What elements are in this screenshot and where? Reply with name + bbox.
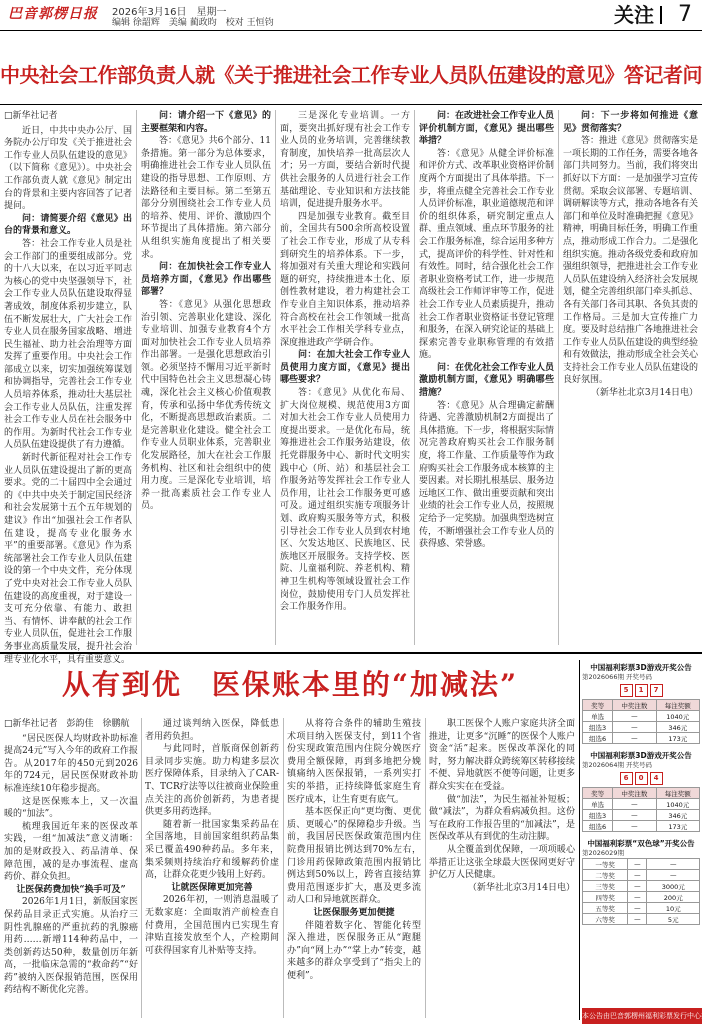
article2-column-1: [4, 718, 138, 1020]
table-row: [583, 903, 700, 914]
article-source: （新华社北京3月14日电）: [467, 882, 575, 893]
article-paragraph: 基本医保正向“更均衡、更优质、更暖心”的保障稳步升级。当前，我国居民医保政策范围内住院费用报销比例达到70%左右，门诊用药保障政策范围内报销比例达到50%以上，跨省直接结算费用范围逐步扩大，惠及更多流动人口和异地就医群众。: [287, 807, 421, 906]
number-ball: 4: [650, 772, 663, 785]
table-cell: —: [628, 870, 647, 881]
table-cell: 组选6: [583, 821, 613, 832]
number-ball: 1: [635, 684, 648, 697]
column-divider: [414, 110, 415, 645]
article-paragraph: 答：《意见》从合理确定薪酬待遇、完善激励机制2方面提出了具体措施。下一步，将根据实际情况完善政府购买社会工作服务制度，将工作量、工作质量等作为政府购买社会工作服务成本核算的主要因素。对长期扎根基层、服务边远地区工作、做出重要贡献和突出业绩的社会工作专业人员，按照规定给予一定奖励。加强典型选树宣传，不断增强社会工作专业人员的获得感、荣誉感。: [419, 400, 555, 550]
number-ball: 7: [650, 684, 663, 697]
article-paragraph: 四是加强专业教育。截至目前，全国共有500余所高校设置了社会工作专业，形成了从专科到研究生的培养体系。下一步，将加强对有关重大理论和实践问题的研究，持续推进本土化、原创性教材建设，着力构建社会工作专业自主知识体系，推动培养符合高校在社会工作领域一批高水平社会工作相关学科专业点，深度推进政产学研合作。: [280, 211, 410, 348]
lottery-table: [582, 699, 700, 744]
section-title: 关注: [614, 3, 654, 27]
article-paragraph: 答：《意见》共6个部分、11条措施。第一部分为总体要求，明确推进社会工作专业人员队伍建设的指导思想、工作原则、方法路径和主要目标。第二至第五部分分别围绕社会工作专业人员的培养、使用、评价、激励四个环节提出了具体措施。第六部分从组织实施角度提出了相关要求。: [141, 136, 271, 260]
table-cell: 10元: [647, 903, 700, 914]
article-paragraph: 三是深化专业培训。一方面，要突出抓好现有社会工作专业人员的业务培训，完善继续教育制度，加快培养一批高层次人才；另一方面，要结合新时代提供社会服务的人员进行社会工作基础理论、专业知识和方法技能培训，促进提升服务水平。: [280, 111, 410, 210]
table-cell: 四等奖: [583, 892, 628, 903]
question: 问：在改进社会工作专业人员评价机制方面，《意见》提出哪些举措？: [419, 111, 555, 147]
table-cell: 组选3: [583, 810, 613, 821]
table-row: [583, 733, 700, 744]
table-cell: 173元: [656, 821, 699, 832]
table-cell: —: [628, 903, 647, 914]
masthead-logo: 巴音郭楞日报: [8, 6, 98, 22]
article-paragraph: 从全覆盖到优保障，一项项暖心举措正让这张全球最大医保网更好守护亿万人民健康。: [429, 844, 575, 881]
article-paragraph: “居民医保人均财政补助标准提高24元”写入今年的政府工作报告。从2017年的450元到2026年的724元，居民医保财政补助标准连续10年稳步提高。: [4, 733, 138, 794]
table-row: [583, 799, 700, 810]
table-row: [583, 722, 700, 733]
question: 问：在优化社会工作专业人员激励机制方面，《意见》明确哪些措施？: [419, 362, 555, 399]
question: 问：在加大社会工作专业人员使用力度方面，《意见》提出哪些要求？: [280, 350, 410, 386]
section-divider: [660, 6, 662, 24]
issue-date: 2026年3月16日 星期一: [112, 7, 227, 18]
article-paragraph: 伴随着数字化、智能化转型深入推进，医保服务正从“跑腿办”向“网上办”“掌上办”转变，越来越多的群众享受到了“指尖上的便利”。: [287, 920, 421, 981]
lottery-subtitle: 第2026064期 开奖号码: [582, 761, 653, 769]
column-divider: [283, 718, 284, 1018]
table-cell: 二等奖: [583, 870, 628, 881]
lottery-title: 中国福利彩票3D游戏开奖公告: [590, 663, 692, 672]
table-cell: 5元: [647, 914, 700, 925]
table-cell: —: [613, 821, 656, 832]
column-divider: [141, 718, 142, 1018]
table-header: 中奖注数: [613, 788, 656, 799]
table-cell: —: [628, 892, 647, 903]
table-cell: 组选3: [583, 722, 613, 733]
headline-article-2[interactable]: 从有到优 医保账本里的“加减法”: [61, 668, 519, 701]
table-row: [583, 892, 700, 903]
table-cell: 3000元: [647, 881, 700, 892]
table-cell: 1040元: [656, 711, 699, 722]
table-cell: 346元: [656, 810, 699, 821]
number-ball: 6: [620, 772, 633, 785]
question: 问：请简要介绍《意见》出台的背景和意义。: [4, 213, 132, 237]
article-paragraph: 答：社会工作专业人员是社会工作部门的重要组成部分。党的十八大以来，在以习近平同志为核心的党中央坚强领导下，社会工作专业人员队伍建设取得显著成效，制度体系初步建立，队伍不断发展壮大，广大社会工作专业人员在服务国家战略、增进民生福祉、助力社会治理等方面发挥了重要作用。中央社会工作部成立以来，切实加强统筹谋划和协调指导，完善社会工作专业人员培养体系，推动壮大基层社会工作专业人员队伍，注重发挥社会工作专业人员在社会服务中的作用。为新时代社会工作专业人员队伍建设提供了有力遵循。: [4, 238, 132, 451]
lottery-sidebar: [582, 662, 700, 925]
table-cell: 五等奖: [583, 903, 628, 914]
headline-rule: [0, 104, 702, 105]
article1-column-1: [4, 110, 132, 665]
page-number: 7: [678, 2, 692, 27]
header-rule: [0, 30, 702, 31]
number-ball: 0: [635, 772, 648, 785]
table-cell: 一等奖: [583, 859, 628, 870]
article-paragraph: 梳理我国近年来的医保改革实践，一组“加减法”意义清晰：加的是财政投入、药品清单、保障范围，减的是办事流程、虚高药价、群众负担。: [4, 821, 138, 883]
article2-column-3: [287, 718, 421, 1020]
column-divider: [425, 718, 426, 1018]
table-cell: 200元: [647, 892, 700, 903]
article1-column-2: [141, 110, 271, 645]
article-paragraph: 这是医保账本上，又一次温暖的“加法”。: [4, 796, 138, 820]
table-header: 奖等: [583, 788, 613, 799]
article2-column-4: [429, 718, 575, 1020]
article-paragraph: 2026年初，一则消息温暖了无数家庭：全面取消产前检查自付费用，全国范围内已实现生育津贴直接发放至个人，产检期间可获得国家育儿补贴等支持。: [145, 895, 279, 956]
article-paragraph: 2026年1月1日，新版国家医保药品目录正式实施。从治疗三阴性乳腺癌的严重抗药的乳腺癌用药……新增114种药品中，一类创新药达50种，数量创历年新高，一批临床急需的“救命药”“好药”被纳入医保报销范围，医保用药结构不断优化完善。: [4, 897, 138, 996]
table-header: 每注奖额: [656, 788, 699, 799]
table-cell: —: [647, 859, 700, 870]
article-paragraph: 答：《意见》从健全评价标准和评价方式、改革职业资格评价制度两个方面提出了具体举措。下一步，将重点健全完善社会工作专业人员评价标准，职业道德规范和评价的组织体系，研究制定重点人群、重点领域、重点环节服务的社会工作服务标准，综合运用多种方式，提高评价的科学性、针对性和有效性。同时，结合强化社会工作者职业资格考试工作，进一步规范高级社会工作师评审等工作，促进社会工作专业人员素质提升，推动社会工作者职业资格证书登记管理和服务，在深入研究论证的基础上探索完善专业职称管理的有效措施。: [419, 148, 555, 361]
subheading: 让医保药费加快“换手可及”: [16, 884, 126, 895]
lottery-title: 中国福利彩票“双色球”开奖公告: [587, 839, 695, 848]
table-cell: —: [613, 711, 656, 722]
lottery-numbers: [582, 684, 700, 697]
table-cell: 单选: [583, 711, 613, 722]
editor-credits: 编辑 徐韶辉 美编 蔺政昀 校对 王恒钧: [112, 18, 274, 28]
table-row: [583, 881, 700, 892]
table-cell: —: [613, 722, 656, 733]
table-header: 每注奖额: [656, 700, 699, 711]
article-paragraph: 与此同时，首版商保创新药目录同步实施。助力构建多层次医疗保障体系，目录纳入了CAR-T、TCR疗法等以往被商业保险重点关注的高价创新药，为患者提供更多用药选择。: [145, 744, 279, 818]
table-cell: —: [613, 733, 656, 744]
table-cell: 六等奖: [583, 914, 628, 925]
sidebar-divider: [579, 660, 580, 1020]
article-paragraph: 从将符合条件的辅助生殖技术项目纳入医保支付，到11个省份实现政策范围内住院分娩医疗费用全额保障，再到多地把分娩镇痛纳入医保报销，一系列实打实的举措，正持续降低家庭生育医疗成本，让生育更有底气。: [287, 719, 421, 805]
article-paragraph: 答：推进《意见》贯彻落实是一项长期的工作任务，需要各地各部门共同努力。当前，我们将突出抓好以下方面：一是加强学习宣传贯彻。采取会议部署、专题培训、调研解读等方式，推动各地各有关部门和单位及时准确把握《意见》精神，明确目标任务，明确工作重点，推动形成工作合力。二是强化组织实施。推动各级党委和政府加强组织领导，把推进社会工作专业人员队伍建设纳入经济社会发展规划，健全完善组织部门牵头抓总、各有关部门各司其职、各负其责的工作格局。三是加大宣传推广力度。要及时总结推广各地推进社会工作专业人员队伍建设的典型经验和有效做法，推动形成全社会关心支持社会工作专业人员队伍建设的良好氛围。: [563, 136, 699, 386]
article-paragraph: 答：《意见》从优化布局、扩大岗位规模、规范使用3方面对加大社会工作专业人员使用力度提出要求。一是优化布局，统筹推进社会工作服务站建设，依托党群服务中心、新时代文明实践中心（所、站）和基层社会工作服务站等发挥社会工作专业人员作用，让社会工作服务更可感可及。通过组织实施专项服务计划、政府购买服务等方式，积极引导社会工作专业人员到农村地区、欠发达地区、民族地区、民族地区开展服务。支持学校、医院、儿童福利院、养老机构、精神卫生机构等领域设置社会工作岗位，鼓励使用专门人员发挥社会工作服务作用。: [280, 388, 410, 613]
article1-column-4: [419, 110, 554, 645]
article-paragraph: 答：《意见》从强化思想政治引领、完善职业化建设、深化专业培训、加强专业教育4个方面对加快社会工作专业人员培养作出部署。一是强化思想政治引领。必须坚持不懈用习近平新时代中国特色社会主义思想凝心铸魂，深化社会主义核心价值观教育，传承和弘扬中华优秀传统文化，不断提高思想政治素质。二是完善职业化建设。健全社会工作专业人员职业体系，完善职业化发展路径，加大在社会工作服务机构、社区和社会组织中的使用力度。三是深化专业培训，培养一批高素质社会工作专业人员。: [141, 299, 271, 512]
lottery-table: [582, 787, 700, 832]
table-cell: —: [613, 810, 656, 821]
table-row: [583, 810, 700, 821]
column-divider: [275, 110, 276, 645]
table-cell: 三等奖: [583, 881, 628, 892]
table-cell: 组选6: [583, 733, 613, 744]
lottery-numbers: [582, 772, 700, 785]
table-cell: 173元: [656, 733, 699, 744]
table-cell: 346元: [656, 722, 699, 733]
table-cell: 1040元: [656, 799, 699, 810]
column-divider: [136, 110, 137, 645]
table-row: [583, 821, 700, 832]
article2-column-2: [145, 718, 279, 1020]
table-cell: —: [647, 870, 700, 881]
table-row: [583, 859, 700, 870]
article-paragraph: 近日，中共中央办公厅、国务院办公厅印发《关于推进社会工作专业人员队伍建设的意见》（以下简称《意见》）。中央社会工作部负责人就《意见》制定出台的背景和主要内容回答了记者提问。: [4, 125, 132, 212]
table-header: 奖等: [583, 700, 613, 711]
byline: □新华社记者 彭韵佳 徐鹏航: [4, 719, 130, 729]
article-source: （新华社北京3月14日电）: [590, 388, 698, 399]
table-row: [583, 914, 700, 925]
table-header: 中奖注数: [613, 700, 656, 711]
number-ball: 5: [620, 684, 633, 697]
question: 问：请介绍一下《意见》的主要框架和内容。: [141, 111, 271, 134]
question: 问：下一步将如何推进《意见》贯彻落实？: [563, 111, 698, 134]
article-paragraph: 职工医保个人账户家庭共济全面推进，让更多“沉睡”的医保个人账户资金“活”起来。医保改革深化的同时，努力解决群众跨统筹区转移接续不便、异地就医不便等问题，让更多群众实实在在受益。: [429, 719, 575, 792]
byline: □新华社记者: [4, 111, 58, 121]
table-cell: —: [628, 881, 647, 892]
article-paragraph: 随着新一批国家集采药品在全国落地，目前国家组织药品集采已覆盖490种药品。多年来，集采频则持续治疗和缓解药价虚高，让群众花更少钱用上好药。: [145, 819, 279, 881]
lottery-title: 中国福利彩票3D游戏开奖公告: [590, 751, 692, 760]
lottery-subtitle: 第2026066期 开奖号码: [582, 673, 653, 681]
lottery-footer-band: 本公告由巴音郭楞州福利彩票发行中心提供: [582, 1008, 702, 1024]
table-cell: —: [628, 859, 647, 870]
table-cell: 单选: [583, 799, 613, 810]
subheading: 让就医保障更加完善: [171, 882, 253, 893]
lottery-subtitle: 第2026029期: [582, 849, 624, 857]
article1-column-5: [563, 110, 698, 645]
headline-article-1[interactable]: 中央社会工作部负责人就《关于推进社会工作专业人员队伍建设的意见》答记者问: [0, 63, 702, 87]
table-row: [583, 870, 700, 881]
article-paragraph: 做“加法”，为民生福祉补短板；做“减法”，为群众看病减负担。这份写在政府工作报告里的“加减法”，是医保改革从有到优的生动注脚。: [429, 794, 575, 843]
table-cell: —: [628, 914, 647, 925]
table-row: [583, 711, 700, 722]
article1-column-3: [280, 110, 410, 645]
section-rule: [0, 652, 702, 654]
article-paragraph: 新时代新征程对社会工作专业人员队伍建设提出了新的更高要求。党的二十届四中全会通过的《中共中央关于制定国民经济和社会发展第十五个五年规划的建议》作出“加强社会工作者队伍建设，提高专业化服务水平”的重要部署。《意见》作为系统部署社会工作专业人员队伍建设的第一个中央文件，充分体现了党中央对社会工作专业人员队伍建设的高度重视，对于建设一支可充分依靠、有能力、敢担当、有情怀、讲奉献的社会工作专业人员队伍，促进社会工作服务事业高质量发展，提升社会治理专业化水平，具有重要意义。: [4, 453, 132, 665]
table-cell: —: [613, 799, 656, 810]
article-paragraph: 通过谈判纳入医保，降低患者用药负担。: [145, 719, 279, 742]
lottery-prize-table: [582, 858, 700, 925]
question: 问：在加快社会工作专业人员培养方面，《意见》作出哪些部署？: [141, 262, 271, 298]
subheading: 让医保服务更加便捷: [313, 907, 395, 918]
column-divider: [558, 110, 559, 645]
